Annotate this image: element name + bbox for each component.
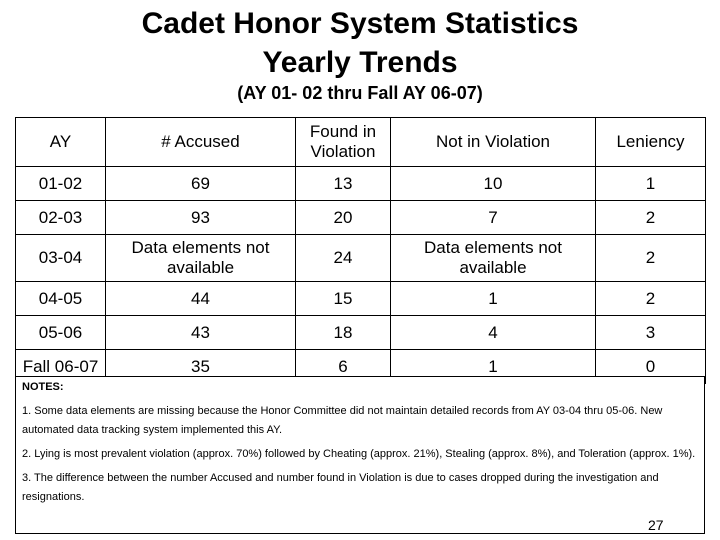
cell-accused: 93 <box>106 201 296 235</box>
cell-accused: 43 <box>106 316 296 350</box>
cell-ay: 04-05 <box>16 282 106 316</box>
cell-ay: 05-06 <box>16 316 106 350</box>
cell-leniency: 2 <box>596 201 706 235</box>
note-item: 3. The difference between the number Accused and number found in Violation is due to cases dropped during the investigation and resignations. <box>22 472 659 503</box>
cell-accused: 44 <box>106 282 296 316</box>
cell-found-in-violation: 18 <box>296 316 391 350</box>
cell-leniency: 2 <box>596 235 706 282</box>
column-header-ay: AY <box>16 118 106 167</box>
column-header-found-in-violation: Found in Violation <box>296 118 391 167</box>
cell-not-in-violation: 1 <box>391 282 596 316</box>
page-number: 27 <box>648 517 664 533</box>
cell-leniency: 0 <box>596 350 706 384</box>
cell-found-in-violation: 15 <box>296 282 391 316</box>
cell-accused: Data elements not available <box>106 235 296 282</box>
table-header-row <box>16 118 706 167</box>
cell-ay: Fall 06-07 <box>16 350 106 384</box>
cell-ay: 03-04 <box>16 235 106 282</box>
cell-not-in-violation: 10 <box>391 167 596 201</box>
column-header-leniency: Leniency <box>596 118 706 167</box>
page-subtitle: (AY 01- 02 thru Fall AY 06-07) <box>237 83 483 103</box>
cell-found-in-violation: 20 <box>296 201 391 235</box>
page-title-line-2: Yearly Trends <box>262 46 458 79</box>
column-header-accused: # Accused <box>106 118 296 167</box>
statistics-table <box>15 117 706 384</box>
column-header-not-in-violation: Not in Violation <box>391 118 596 167</box>
cell-ay: 02-03 <box>16 201 106 235</box>
cell-leniency: 3 <box>596 316 706 350</box>
table-row <box>16 235 706 282</box>
notes-heading: NOTES: <box>22 381 64 393</box>
cell-leniency: 2 <box>596 282 706 316</box>
table-row <box>16 316 706 350</box>
cell-ay: 01-02 <box>16 167 106 201</box>
cell-leniency: 1 <box>596 167 706 201</box>
cell-found-in-violation: 6 <box>296 350 391 384</box>
table-row <box>16 282 706 316</box>
cell-found-in-violation: 13 <box>296 167 391 201</box>
table-row <box>16 167 706 201</box>
cell-not-in-violation: Data elements not available <box>391 235 596 282</box>
cell-not-in-violation: 7 <box>391 201 596 235</box>
cell-found-in-violation: 24 <box>296 235 391 282</box>
notes-box <box>15 376 705 534</box>
cell-accused: 35 <box>106 350 296 384</box>
cell-accused: 69 <box>106 167 296 201</box>
note-item: 1. Some data elements are missing because the Honor Committee did not maintain detailed records from AY 03-04 thru 05-06. New automated data tracking system implemented this AY. <box>22 405 663 436</box>
cell-not-in-violation: 1 <box>391 350 596 384</box>
table-row <box>16 201 706 235</box>
page-title: Cadet Honor System Statistics <box>141 7 579 40</box>
note-item: 2. Lying is most prevalent violation (approx. 70%) followed by Cheating (approx. 21%), Stealing (approx. 8%), and Toleration (approx. 1%). <box>22 448 696 460</box>
cell-not-in-violation: 4 <box>391 316 596 350</box>
